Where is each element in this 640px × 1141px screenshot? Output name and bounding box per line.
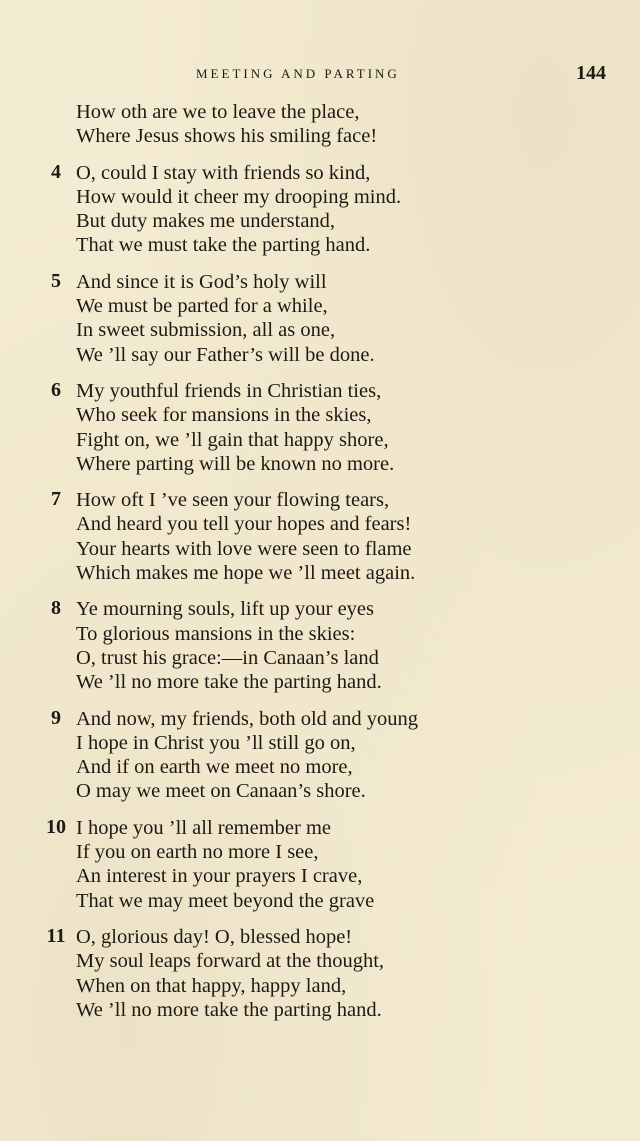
verse-line: My youthful friends in Christian ties, [76,379,382,402]
verse-line: Where parting will be known no more. [76,452,395,475]
stanza [0,161,640,258]
stanza [0,816,640,913]
verse-line: How would it cheer my drooping mind. [76,185,402,208]
verse-line: How oth are we to leave the place, [76,101,360,123]
verse-line: Fight on, we ’ll gain that happy shore, [76,428,389,451]
verse-line: To glorious mansions in the skies: [76,622,356,645]
verse-line: Ye mourning souls, lift up your eyes [76,598,375,621]
verse-line: O, could I stay with friends so kind, [76,161,371,184]
verse-line: I hope you ’ll all remember me [76,816,332,839]
verse-line: That we must take the parting hand. [76,234,371,257]
verse-line: We must be parted for a while, [76,295,328,318]
verse-line: O may we meet on Canaan’s shore. [76,780,366,803]
stanza-number: 7 [51,488,61,511]
verse-line: I hope in Christ you ’ll still go on, [76,731,356,754]
stanza [0,597,640,694]
stanza-number: 4 [51,160,61,183]
verse-line: And if on earth we meet no more, [76,756,353,779]
verse-line: That we may meet beyond the grave [76,889,375,912]
verse-line: When on that happy, happy land, [76,974,347,997]
verse-line: Where Jesus shows his smiling face! [76,125,378,148]
stanza [0,100,640,149]
stanza [0,270,640,367]
stanza [0,707,640,804]
verse-line: We ’ll no more take the parting hand. [76,671,382,694]
verse-line: And now, my friends, both old and young [76,707,419,730]
verse-line: Who seek for mansions in the skies, [76,404,372,427]
verse-line: And heard you tell your hopes and fears! [76,513,412,536]
verse-line: Which makes me hope we ’ll meet again. [76,562,416,585]
stanza-number: 8 [51,597,61,620]
verse-line: But duty makes me understand, [76,210,336,233]
verse-line: In sweet submission, all as one, [76,319,336,342]
page-number: 144 [576,62,606,84]
page-header [0,62,640,88]
verse-line: O, glorious day! O, blessed hope! [76,925,353,948]
verse-line: And since it is God’s holy will [76,270,327,293]
verse-line: Your hearts with love were seen to flame [76,537,412,560]
stanza [0,488,640,585]
stanza [0,379,640,476]
stanza-number: 9 [51,706,61,729]
stanza-number: 5 [51,269,61,292]
stanza-number: 6 [51,378,61,401]
verse-line: An interest in your prayers I crave, [76,865,363,888]
hymn-text [0,100,640,1034]
stanza-number: 10 [46,815,66,838]
verse-line: My soul leaps forward at the thought, [76,950,385,973]
verse-line: O, trust his grace:—in Canaan’s land [76,646,379,669]
stanza-number: 11 [46,924,66,947]
running-head: MEETING AND PARTING [196,66,400,81]
verse-line: How oft I ’ve seen your flowing tears, [76,489,390,512]
verse-line: We ’ll no more take the parting hand. [76,998,382,1021]
verse-line: We ’ll say our Father’s will be done. [76,343,375,366]
stanza [0,925,640,1022]
verse-line: If you on earth no more I see, [76,841,319,864]
